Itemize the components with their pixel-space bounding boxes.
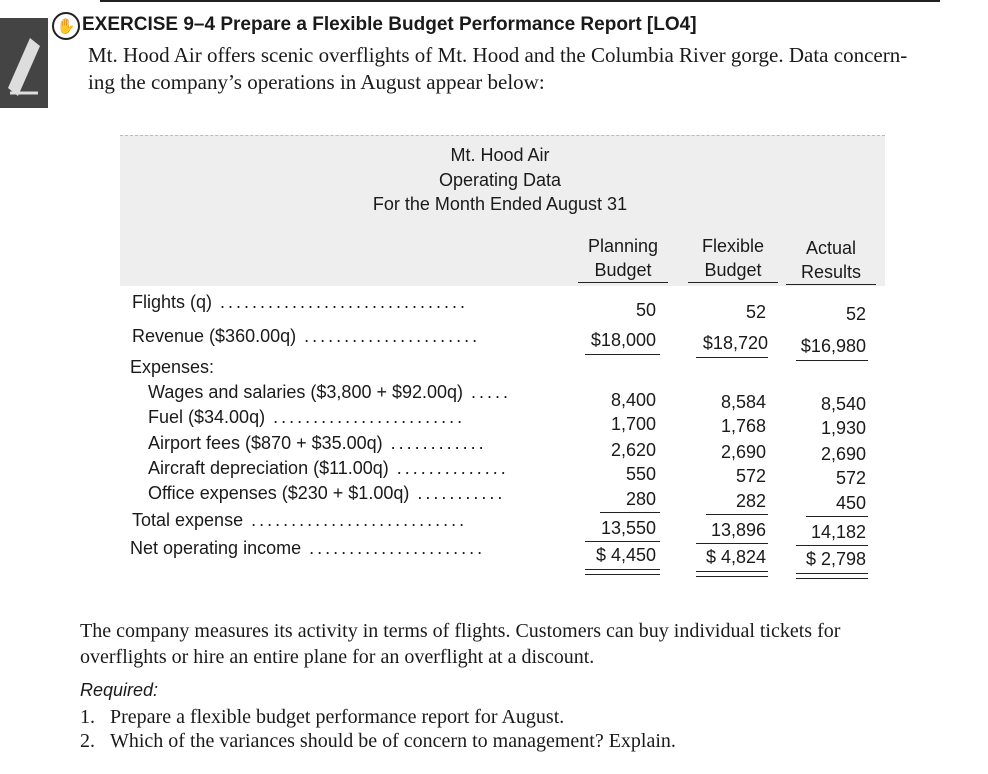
cell-net-flexible: $ 4,824 [705,547,766,567]
cell-office-planning: 280 [625,489,656,509]
row-label-revenue: Revenue ($360.00q) ...................... [132,326,481,346]
col-line2: Budget [594,260,652,280]
rule-total-actual [796,545,868,546]
cell-revenue-planning: $18,000 [590,330,656,350]
question-number: 2. [80,730,95,752]
col-line2: Results [800,262,862,282]
row-label-net-income: Net operating income ...................... [130,538,486,558]
double-rule-net-planning [585,569,660,575]
header-rule [100,0,940,2]
rule-expense-flexible [706,514,768,515]
question-text: Which of the variances should be of concern to management? Explain. [110,730,676,752]
row-label-depreciation: Aircraft depreciation ($11.00q) .............. [148,458,509,478]
cell-net-planning: $ 4,450 [595,545,656,565]
table-report-name: Operating Data [438,170,562,190]
row-label-total-expense: Total expense ........................... [132,510,468,530]
cell-depreciation-planning: 550 [625,464,656,484]
cell-revenue-actual: $16,980 [800,336,866,356]
cell-net-actual: $ 2,798 [805,549,866,569]
question-2 [80,730,676,753]
cell-airport-flexible: 2,690 [720,442,766,462]
row-label-flights: Flights (q) ............................... [132,292,469,312]
rule-revenue-flexible [696,357,768,358]
cell-total-planning: 13,550 [600,518,656,538]
row-label-airport-fees: Airport fees ($870 + $35.00q) ............ [148,433,487,453]
table-company: Mt. Hood Air [450,145,550,165]
cell-total-flexible: 13,896 [710,520,766,540]
cell-revenue-flexible: $18,720 [702,333,768,353]
expenses-heading: Expenses: [130,357,215,377]
cell-depreciation-actual: 572 [835,468,866,488]
cell-airport-planning: 2,620 [610,440,656,460]
cell-office-actual: 450 [835,493,866,513]
question-number: 1. [80,706,95,728]
exercise-heading [82,14,697,36]
exercise-icon: ✋ [52,12,80,40]
cell-wages-planning: 8,400 [610,390,656,410]
question-text: Prepare a flexible budget performance report for August. [110,706,565,728]
col-line1: Flexible [701,236,765,256]
col-line2: Budget [704,260,762,280]
rule-revenue-planning [585,354,660,355]
cell-fuel-flexible: 1,768 [720,416,766,436]
rule-revenue-actual [796,360,868,361]
question-1 [80,706,564,729]
intro-line-1: Mt. Hood Air offers scenic overflights of Mt. Hood and the Columbia River gorge. Data concern- [88,43,908,67]
row-label-wages: Wages and salaries ($3,800 + $92.00q) ..... [148,382,512,402]
cell-wages-flexible: 8,584 [720,392,766,412]
required-heading: Required: [80,680,159,700]
rule-expense-actual [806,516,868,517]
intro-text [88,42,948,96]
col-line1: Actual [805,238,857,258]
rule-expense-planning [600,512,660,513]
double-rule-net-actual [796,573,868,579]
cell-total-actual: 14,182 [810,522,866,542]
cell-flights-planning: 50 [635,300,656,320]
paragraph-line-2: overflights or hire an entire plane for an overflight at a discount. [80,646,595,668]
cell-depreciation-flexible: 572 [735,466,766,486]
column-header-planning [578,234,668,283]
cell-fuel-actual: 1,930 [820,418,866,438]
double-rule-net-flexible [696,571,768,577]
row-label-office: Office expenses ($230 + $1.00q) ........... [148,483,506,503]
exercise-number: EXERCISE 9–4 [82,14,216,35]
activity-paragraph [80,618,960,670]
cell-flights-actual: 52 [845,304,866,324]
cell-airport-actual: 2,690 [820,444,866,464]
cell-office-flexible: 282 [735,491,766,511]
table-period: For the Month Ended August 31 [372,194,628,214]
exercise-title: Prepare a Flexible Budget Performance Report [LO4] [220,14,697,35]
row-label-fuel: Fuel ($34.00q) ........................ [148,407,466,427]
column-header-flexible [688,234,778,283]
paragraph-line-1: The company measures its activity in terms of flights. Customers can buy individual tickets for [80,620,841,642]
rule-total-planning [585,541,660,542]
rule-total-flexible [696,543,768,544]
cell-fuel-planning: 1,700 [610,414,656,434]
cell-flights-flexible: 52 [745,302,766,322]
col-line1: Planning [587,236,659,256]
intro-line-2: ing the company’s operations in August appear below: [88,70,545,94]
margin-logo-icon [0,18,48,108]
column-header-actual [786,236,876,285]
cell-wages-actual: 8,540 [820,394,866,414]
